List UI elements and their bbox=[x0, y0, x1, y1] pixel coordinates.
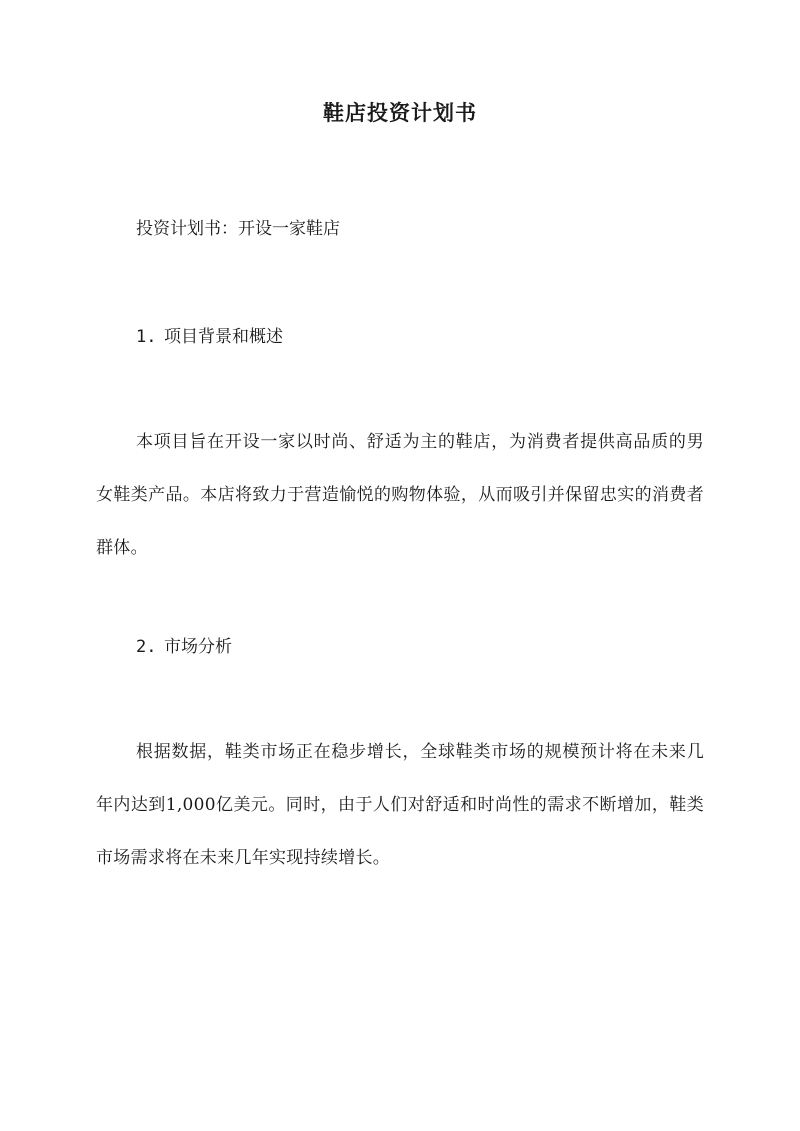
document-title: 鞋店投资计划书 bbox=[323, 100, 477, 125]
section-heading-1 bbox=[136, 324, 283, 350]
section-body-2: 根据数据，鞋类市场正在稳步增长，全球鞋类市场的规模预计将在未来几年内达到1,000亿美元。同时，由于人们对舒适和时尚性的需求不断增加，鞋类市场需求将在未来几年实现持续增长。 bbox=[96, 742, 704, 868]
section-number-1: 1. bbox=[136, 327, 157, 347]
section-body-1: 本项目旨在开设一家以时尚、舒适为主的鞋店，为消费者提供高品质的男女鞋类产品。本店将致力于营造愉悦的购物体验，从而吸引并保留忠实的消费者群体。 bbox=[96, 432, 704, 558]
document-subtitle: 投资计划书：开设一家鞋店 bbox=[136, 219, 340, 239]
section-heading-2 bbox=[136, 634, 232, 660]
section-heading-text-1: 项目背景和概述 bbox=[164, 327, 283, 347]
section-heading-text-2: 市场分析 bbox=[164, 637, 232, 657]
section-number-2: 2. bbox=[136, 637, 157, 657]
